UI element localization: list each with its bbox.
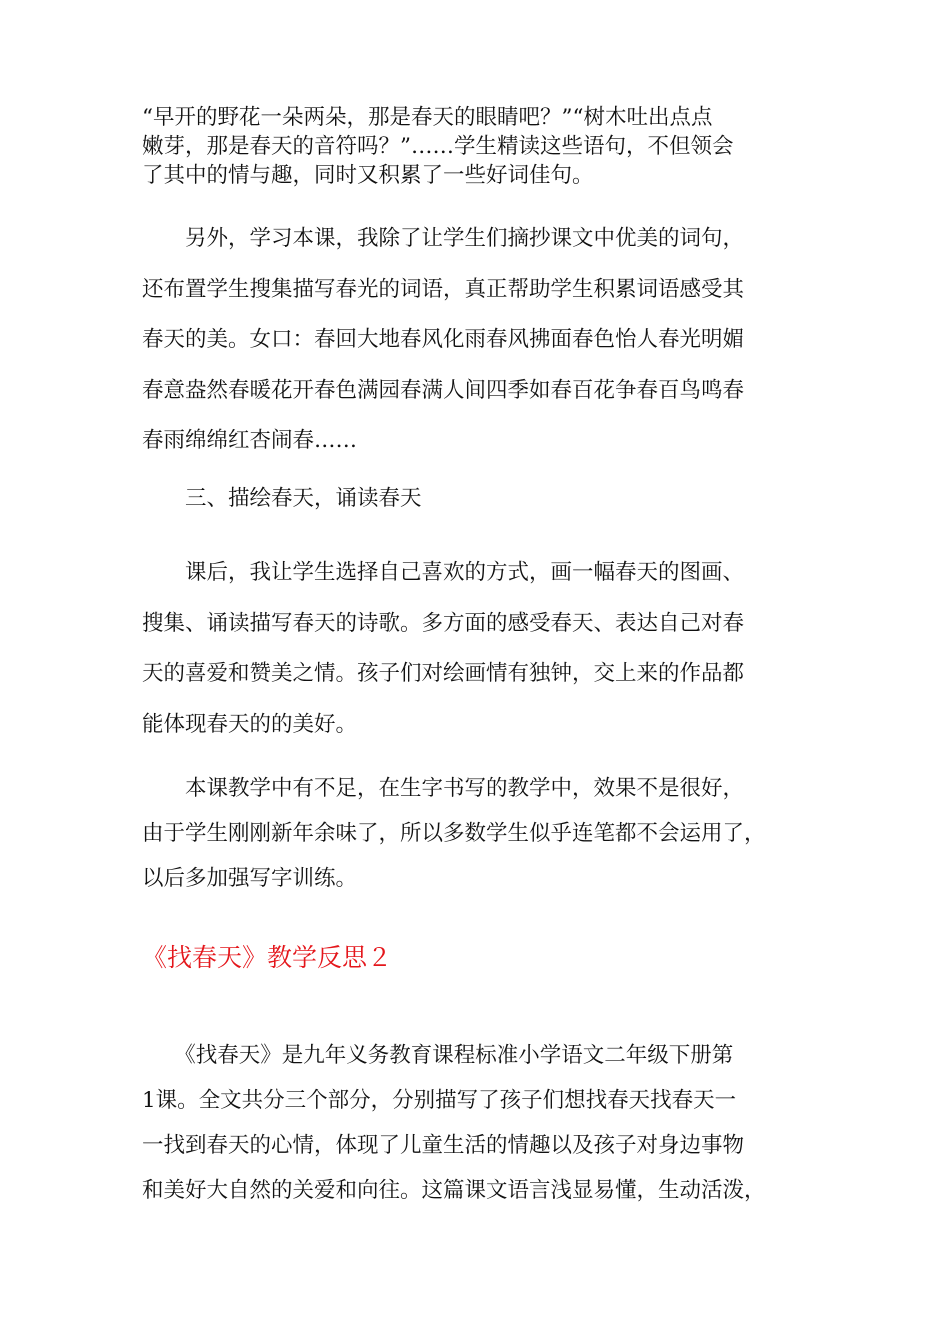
text-line: 本课教学中有不足，在生字书写的教学中，效果不是很好， (142, 776, 745, 801)
text-line: 《找春天》是九年义务教育课程标准小学语文二年级下册第 (142, 1043, 734, 1068)
paragraph-quote-reading (142, 103, 832, 190)
text-line: 天的喜爱和赞美之情。孩子们对绘画情有独钟，交上来的作品都 (142, 661, 745, 686)
text-line: 三、描绘春天，诵读春天 (142, 486, 422, 511)
paragraph-spring-vocabulary (142, 214, 832, 467)
text-line: 一找到春天的心情，体现了儿童生活的情趣以及孩子对身边事物 (142, 1133, 745, 1158)
section-heading: 《找春天》教学反思２ (142, 943, 393, 972)
text-line: 了其中的情与趣，同时又积累了一些好词佳句。 (142, 163, 594, 188)
text-line: 另外，学习本课，我除了让学生们摘抄课文中优美的词句， (142, 226, 745, 251)
text-line: 1课。全文共分三个部分，分别描写了孩子们想找春天找春天一 (142, 1088, 737, 1113)
text-line: 和美好大自然的关爱和向往。这篇课文语言浅显易懂，生动活泼， (142, 1178, 766, 1203)
text-line: 课后，我让学生选择自己喜欢的方式，画一幅春天的图画、 (142, 560, 745, 585)
text-line: 春天的美。女口：春回大地春风化雨春风拂面春色怡人春光明媚 (142, 327, 745, 352)
text-line: 春雨绵绵红杏闹春…… (142, 428, 358, 453)
text-line: 还布置学生搜集描写春光的词语，真正帮助学生积累词语感受其 (142, 276, 745, 302)
paragraph-lesson-intro (142, 1033, 832, 1213)
text-line: 春意盎然春暖花开春色满园春满人间四季如春百花争春百鸟鸣春 (142, 377, 745, 403)
text-line: 能体现春天的的美好。 (142, 711, 358, 737)
text-line: 以后多加强写字训练。 (142, 866, 358, 891)
text-line: 由于学生刚刚新年余味了，所以多数学生似乎连笔都不会运用了， (142, 821, 766, 846)
paragraph-shortcomings (142, 766, 832, 901)
text-line: 搜集、诵读描写春天的诗歌。多方面的感受春天、表达自己对春 (142, 610, 745, 636)
section-title-three (142, 484, 832, 514)
text-line: “早开的野花一朵两朵，那是春天的眼睛吧？”“树木吐出点点 (142, 105, 713, 130)
text-line: 嫩芽，那是春天的音符吗？”……学生精读这些语句，不但领会 (142, 134, 734, 159)
paragraph-after-class (142, 548, 832, 750)
